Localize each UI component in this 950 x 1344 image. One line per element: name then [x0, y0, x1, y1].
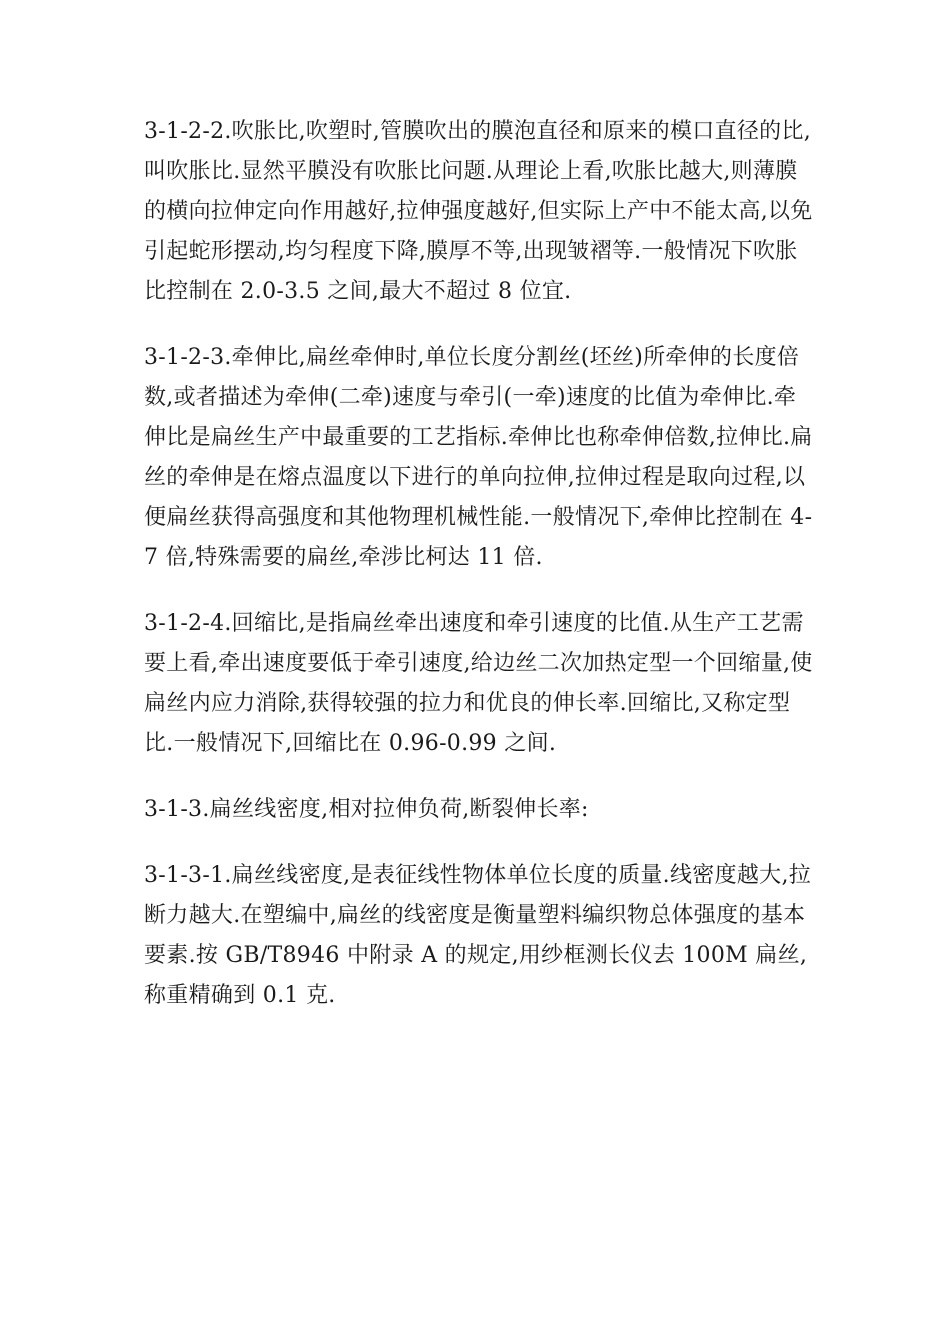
- paragraph-shrink-ratio: 3-1-2-4.回缩比,是指扁丝牵出速度和牵引速度的比值.从生产工艺需要上看,牵出速度要低于牵引速度,给边丝二次加热定型一个回缩量,使扁丝内应力消除,获得较强的拉力和优良的伸长率.回缩比,又称定型比.一般情况下,回缩比在 0.96-0.99 之间.: [144, 611, 813, 756]
- section-heading-linear-density: 3-1-3.扁丝线密度,相对拉伸负荷,断裂伸长率:: [144, 797, 589, 822]
- paragraph-draw-ratio: 3-1-2-3.牵伸比,扁丝牵伸时,单位长度分割丝(坯丝)所牵伸的长度倍数,或者描述为牵伸(二牵)速度与牵引(一牵)速度的比值为牵伸比.牵伸比是扁丝生产中最重要的工艺指标.牵伸比也称牵伸倍数,拉伸比.扁丝的牵伸是在熔点温度以下进行的单向拉伸,拉伸过程是取向过程,以便扁丝获得高强度和其他物理机械性能.一般情况下,牵伸比控制在 4-7 倍,特殊需要的扁丝,牵涉比柯达 11 倍.: [144, 345, 813, 570]
- paragraph-blow-up-ratio: 3-1-2-2.吹胀比,吹塑时,管膜吹出的膜泡直径和原来的模口直径的比,叫吹胀比.显然平膜没有吹胀比问题.从理论上看,吹胀比越大,则薄膜的横向拉伸定向作用越好,拉伸强度越好,但实际上产中不能太高,以免引起蛇形摆动,均匀程度下降,膜厚不等,出现皱褶等.一般情况下吹胀比控制在 2.0-3.5 之间,最大不超过 8 位宜.: [144, 119, 813, 304]
- paragraph-linear-density: 3-1-3-1.扁丝线密度,是表征线性物体单位长度的质量.线密度越大,拉断力越大.在塑编中,扁丝的线密度是衡量塑料编织物总体强度的基本要素.按 GB/T8946 中附录 A 的规定,用纱框测长仪去 100M 扁丝,称重精确到 0.1 克.: [144, 863, 812, 1008]
- document-body: [144, 112, 816, 1016]
